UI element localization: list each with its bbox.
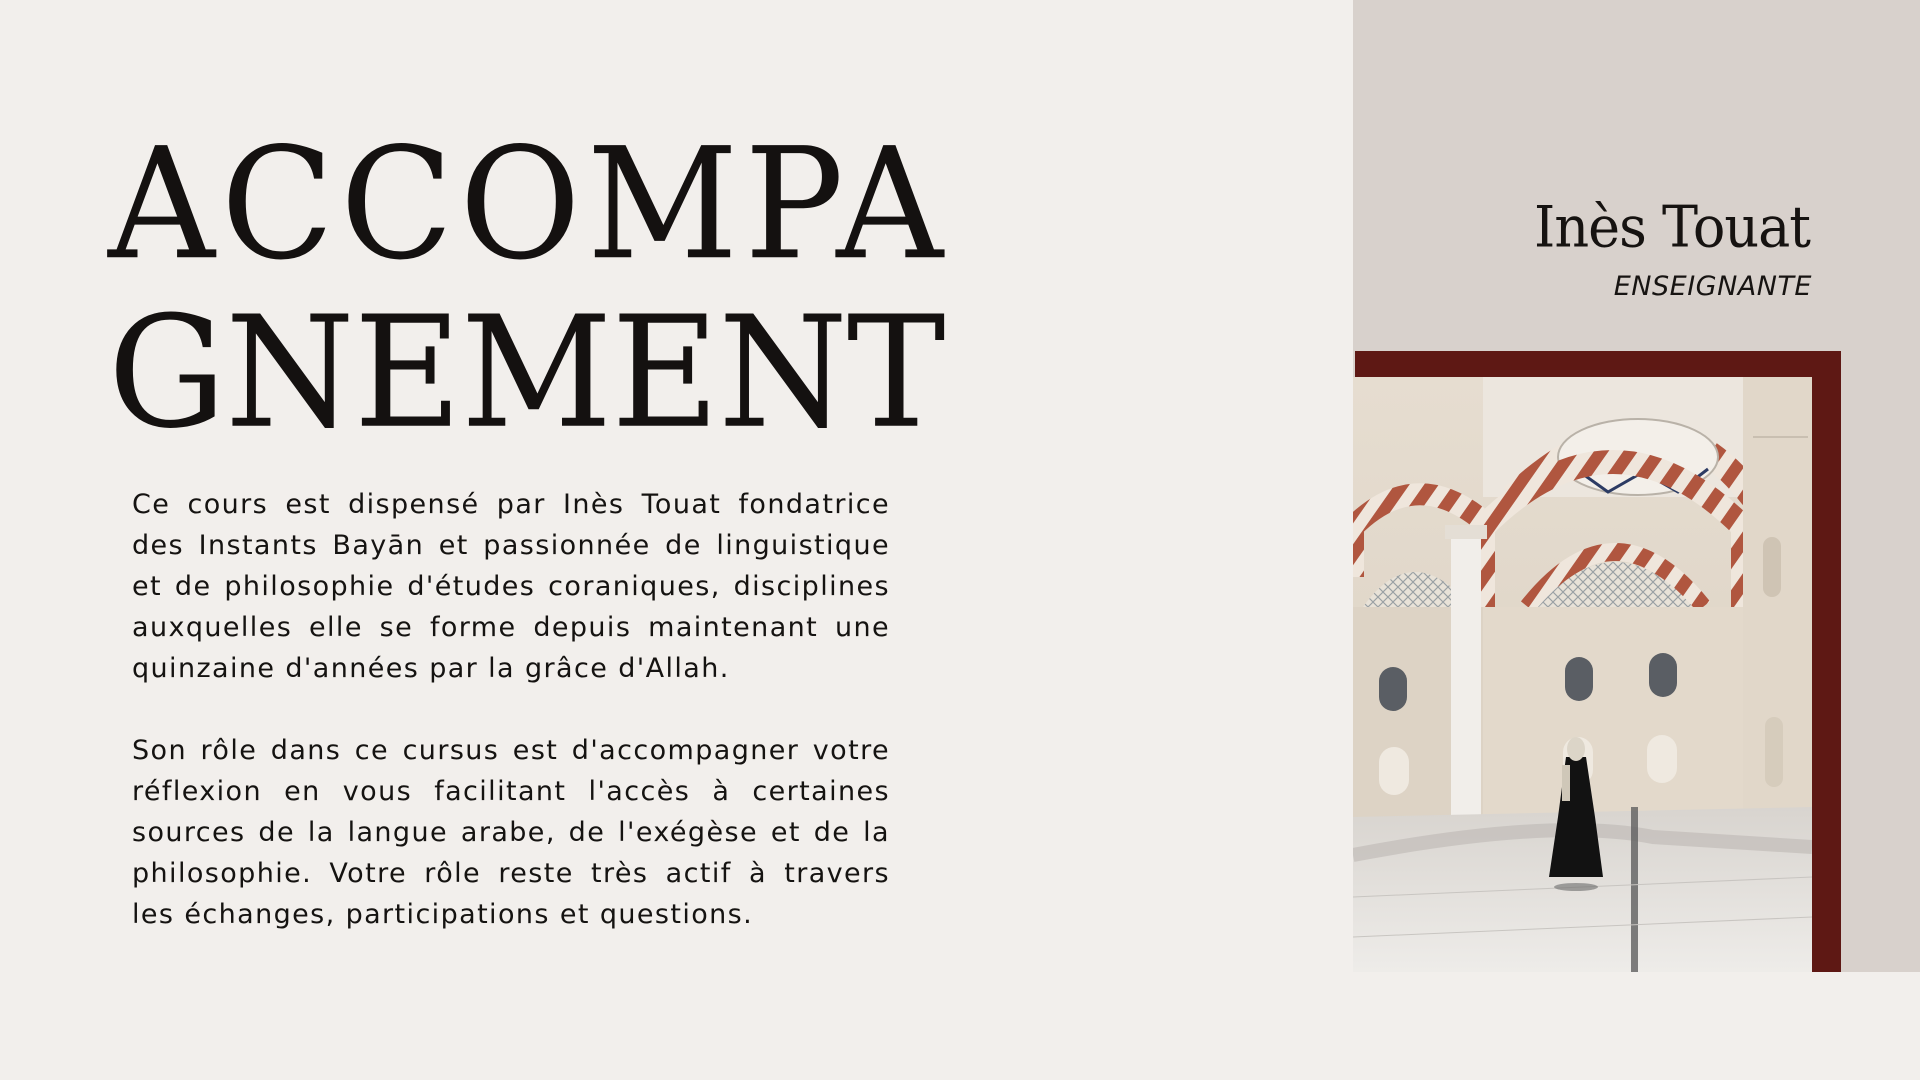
- teacher-name: Inès Touat: [1534, 194, 1810, 261]
- description-paragraph-1: Ce cours est dispensé par Inès Touat fondatrice des Instants Bayān et passionnée de linguistique et de philosophie d'études coraniques, disciplines auxquelles elle se forme depuis maintenant une quinzaine d'années par la grâce d'Allah.: [132, 489, 890, 684]
- description-paragraph-2: Son rôle dans ce cursus est d'accompagner votre réflexion en vous facilitant l'accès à certaines sources de la langue arabe, de l'exégèse et de la philosophie. Votre rôle reste très actif à travers les échanges, participations et questions.: [132, 735, 890, 930]
- page-title-line-1: ACCOMPA: [108, 114, 950, 294]
- mosque-courtyard-photo: [1353, 377, 1812, 972]
- page-title: [108, 114, 950, 463]
- page-title-line-2: GNEMENT: [108, 283, 945, 463]
- teacher-role: ENSEIGNANTE: [1613, 271, 1812, 302]
- course-description: [132, 484, 890, 935]
- mosque-courtyard-illustration: [1353, 377, 1812, 972]
